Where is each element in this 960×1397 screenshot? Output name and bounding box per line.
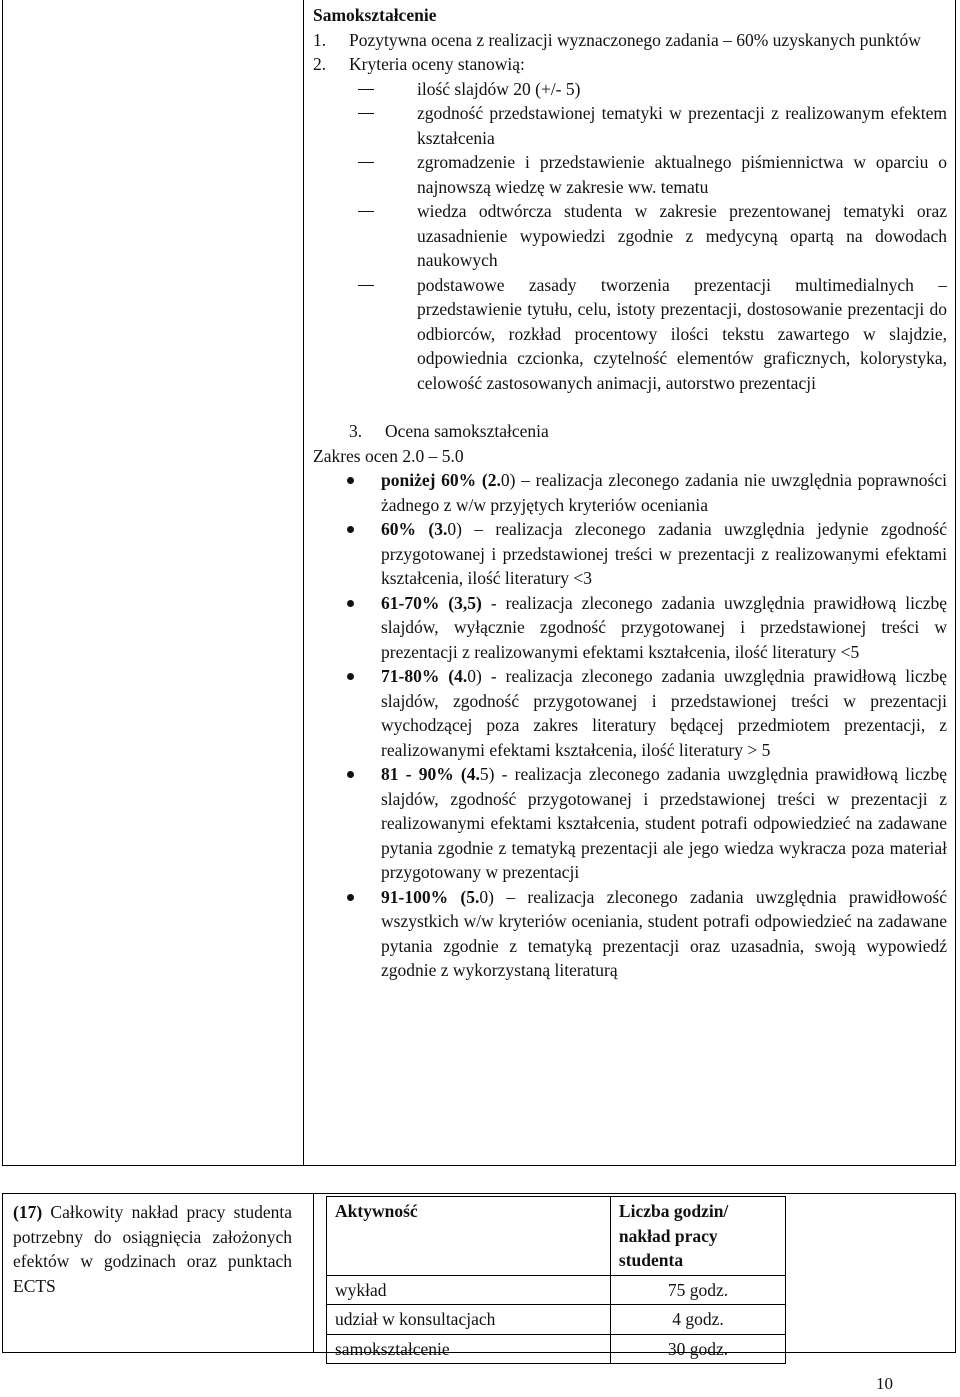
section-number: (17) — [13, 1202, 43, 1222]
criterion-text: ilość slajdów 20 (+/- 5) — [417, 78, 581, 99]
criterion-item — [349, 199, 947, 273]
dash-marker — [349, 77, 417, 102]
item-text: Pozytywna ocena z realizacji wyznaczonego zadania – 60% uzyskanych punktów — [349, 29, 921, 50]
list-item — [313, 28, 947, 53]
activity-cell: wykład — [327, 1275, 611, 1305]
dash-marker — [349, 101, 417, 150]
bullet-marker — [335, 664, 381, 762]
grade-threshold: 91-100% (5. — [381, 886, 480, 907]
grade-text — [381, 591, 947, 665]
grade-item — [335, 885, 947, 983]
item-text: Kryteria oceny stanowią: — [349, 54, 525, 74]
item-number: 1. — [313, 29, 327, 50]
upper-table-bottom-border — [2, 1165, 956, 1166]
grade-text — [381, 664, 947, 762]
bullet-marker — [335, 591, 381, 665]
table-row — [327, 1305, 786, 1335]
grade-threshold: 81 - 90% (4. — [381, 764, 480, 784]
header-activity — [327, 1197, 611, 1276]
upper-left-cell — [3, 3, 302, 1164]
header-hours — [610, 1197, 785, 1276]
grade-item — [335, 664, 947, 762]
criterion-text: zgromadzenie i przedstawienie aktualnego piśmiennictwa w oparciu o najnowszą wiedzę w zakresie ww. tematu — [417, 152, 947, 197]
item-number: 3. — [349, 421, 363, 441]
grade-text — [381, 517, 947, 591]
grade-text — [381, 762, 947, 885]
grade-description: 0) - realizacja zleconego zadania uwzględnia prawidłową liczbę slajdów, zgodność przygotowanej i przedstawionej treści w prezentacji wychodzącej poza zakres literatury będącej przedmiotem prezentacji, z realizowanymi efektami kształcenia, ilość literatury > 5 — [381, 666, 947, 760]
hours-cell: 30 godz. — [610, 1334, 785, 1364]
lower-table-left-border — [2, 1193, 3, 1353]
dash-marker — [349, 150, 417, 199]
hours-cell: 4 godz. — [610, 1305, 785, 1335]
activity-cell: samokształcenie — [327, 1334, 611, 1364]
header-activity-label: Aktywność — [335, 1201, 418, 1221]
page-number: 10 — [876, 1374, 893, 1393]
lower-table-right-border — [955, 1193, 956, 1353]
table-header-row — [327, 1197, 786, 1276]
criterion-text: zgodność przedstawionej tematyki w prezentacji z realizowanym efektem kształcenia — [417, 103, 947, 148]
grade-threshold: 71-80% (4. — [381, 666, 468, 686]
grade-threshold: 61-70% (3,5) — [381, 592, 482, 613]
item-number: 2. — [313, 54, 327, 74]
grade-text — [381, 885, 947, 983]
table-row — [327, 1275, 786, 1305]
grade-description: 5) - realizacja zleconego zadania uwzględnia prawidłową liczbę slajdów, zgodność przygotowanej i przedstawionej treści w prezentacji z realizowanymi efektami kształcenia, student potrafi odpowiedzieć na zadawane pytania zgodnie z tematyką prezentacji ale jego wiedza wykracza poza materiał przygotowany w prezentacji — [381, 764, 947, 882]
item-text: Ocena samokształcenia — [385, 421, 549, 441]
bullet-marker — [335, 762, 381, 885]
grade-threshold: poniżej 60% (2. — [381, 470, 501, 490]
table-row — [327, 1334, 786, 1364]
grade-description: 0) – realizacja zleconego zadania uwzględnia jedynie zgodność przygotowanej i przedstawionej treści w prezentacji z realizowanymi efektami kształcenia, ilość literatury <3 — [381, 519, 947, 588]
workload-table — [326, 1196, 786, 1364]
upper-table-divider — [303, 0, 304, 1166]
criterion-item — [349, 77, 947, 102]
self-study-section — [313, 3, 947, 983]
list-item — [313, 52, 947, 77]
workload-description — [13, 1200, 292, 1298]
workload-label: Całkowity nakład pracy studenta potrzebny do osiągnięcia założonych efektów w godzinach oraz punktach ECTS — [13, 1202, 292, 1296]
list-item — [349, 419, 947, 444]
bullet-marker — [335, 885, 381, 983]
header-hours-label: Liczba godzin/ nakład pracy studenta — [618, 1201, 729, 1270]
section-heading: Samokształcenie — [313, 5, 437, 25]
dash-marker — [349, 199, 417, 273]
grade-item — [335, 591, 947, 665]
grade-description: 0) – realizacja zleconego zadania uwzględnia prawidłowość wszystkich w/w kryteriów oceniania, student potrafi odpowiedzieć na zadawane pytania zgodnie z tematyką prezentacji oraz uzasadnia, swoją wypowiedź zgodnie z wykorzystaną literaturą — [381, 886, 948, 980]
criterion-text: wiedza odtwórcza studenta w zakresie prezentowanej tematyki oraz uzasadnienie wypowiedzi zgodnie z medycyną opartą na dowodach naukowych — [417, 201, 947, 270]
lower-table-divider — [313, 1193, 314, 1353]
dash-marker — [349, 273, 417, 396]
grade-description: 0) – realizacja zleconego zadania nie uwzględnia poprawności żadnego z w/w przyjętych kryteriów oceniania — [381, 470, 947, 515]
grade-description: - realizacja zleconego zadania uwzględnia prawidłową liczbę slajdów, wyłącznie zgodność przygotowanej i przedstawionej treści w prezentacji z realizowanymi efektami kształcenia, ilość literatury <5 — [381, 592, 947, 662]
criterion-item — [349, 101, 947, 150]
criterion-item — [349, 273, 947, 396]
grade-item — [335, 468, 947, 517]
grade-text — [381, 468, 947, 517]
upper-table-right-border — [955, 0, 956, 1166]
criterion-item — [349, 150, 947, 199]
bullet-marker — [335, 468, 381, 517]
grade-scale-label: Zakres ocen 2.0 – 5.0 — [313, 445, 464, 466]
activity-cell: udział w konsultacjach — [327, 1305, 611, 1335]
lower-table-top-border — [2, 1193, 956, 1194]
hours-cell: 75 godz. — [610, 1275, 785, 1305]
grade-item — [335, 517, 947, 591]
bullet-marker — [335, 517, 381, 591]
criterion-text: podstawowe zasady tworzenia prezentacji multimedialnych – przedstawienie tytułu, celu, istoty prezentacji, dostosowanie prezentacji do odbiorców, rozkład procentowy ilości tekstu zawartego w slajdzie, odpowiednia czcionka, czytelność elementów graficznych, kolorystyka, celowość zastosowanych animacji, autorstwo prezentacji — [417, 274, 947, 393]
grade-threshold: 60% (3. — [381, 519, 448, 539]
grade-item — [335, 762, 947, 885]
